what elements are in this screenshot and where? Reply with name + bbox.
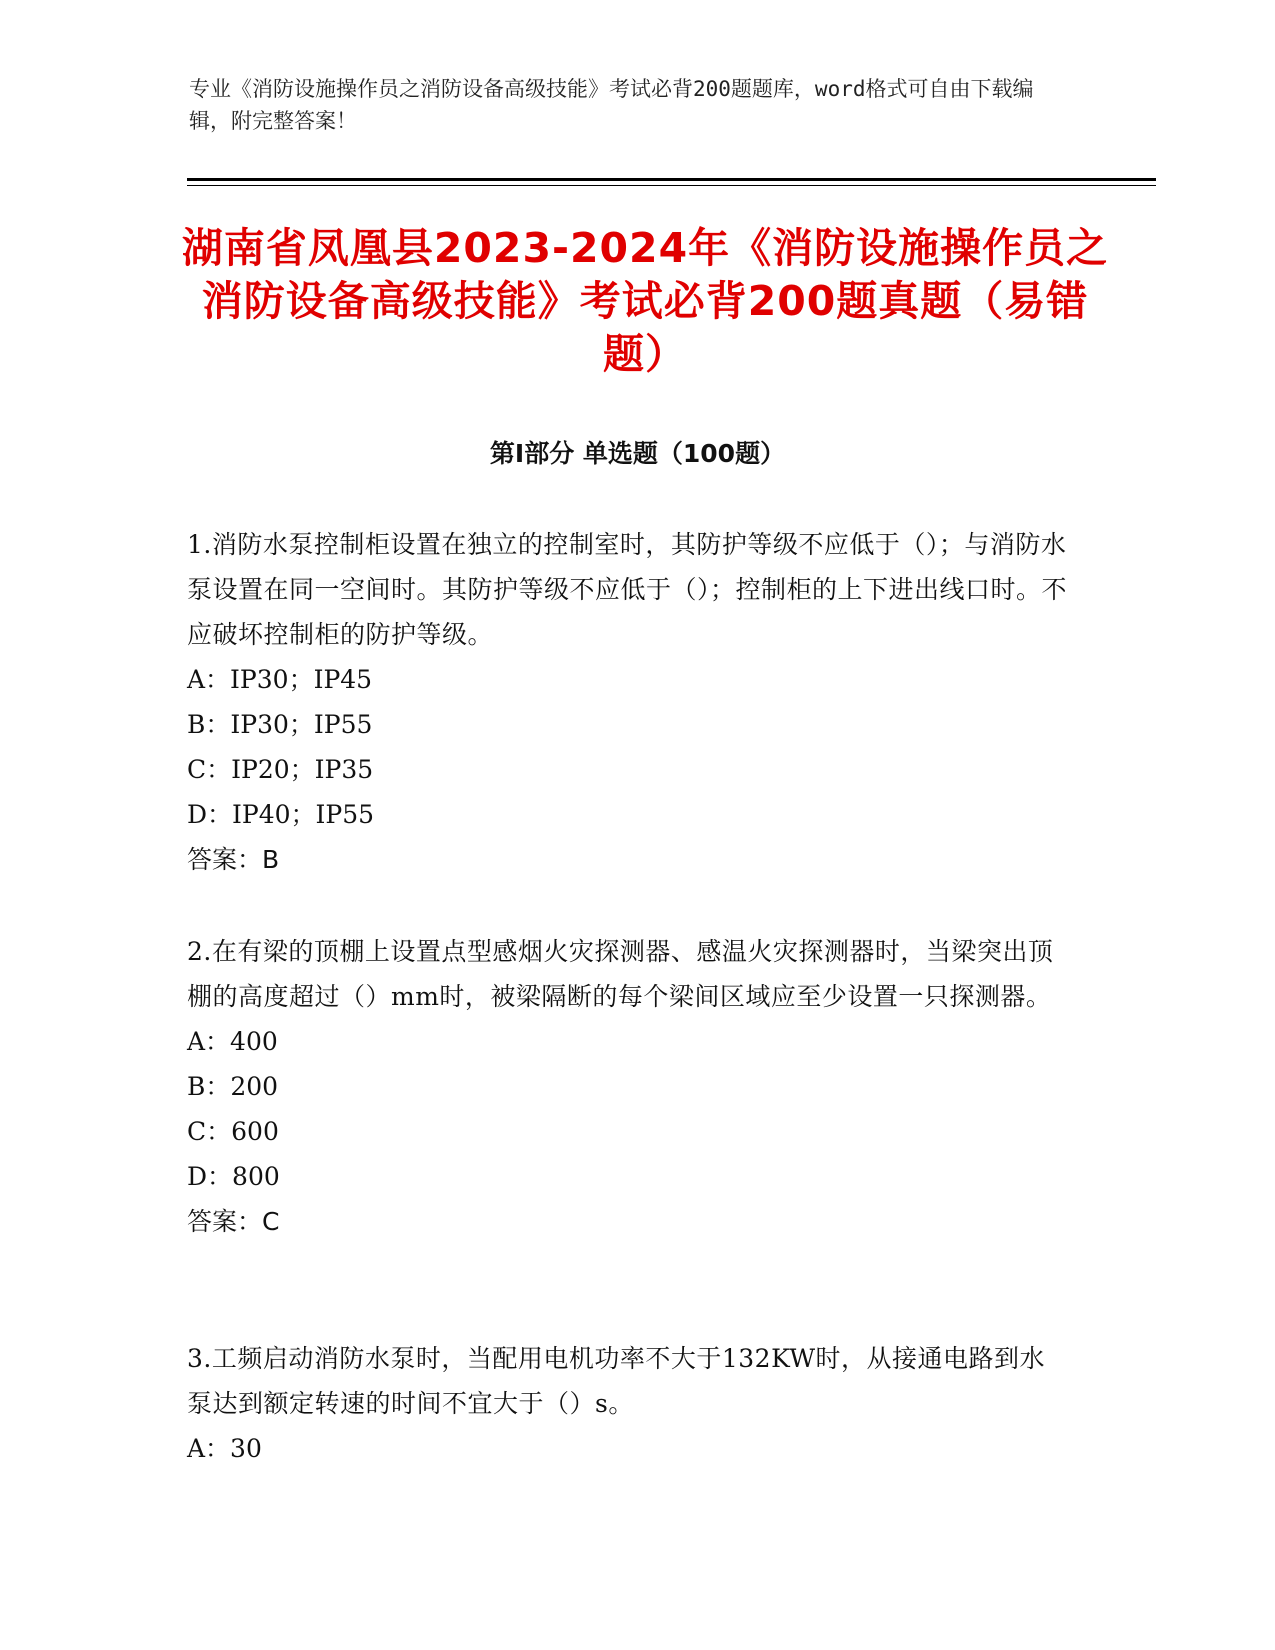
option-b: B：200 — [187, 1072, 279, 1101]
option-a: A：30 — [187, 1434, 262, 1463]
question-3 — [187, 1336, 1067, 1471]
header-divider-thin — [187, 185, 1156, 186]
header-note: 专业《消防设施操作员之消防设备高级技能》考试必背200题题库，word格式可自由下载编辑，附完整答案！ — [189, 77, 1034, 133]
question-stem: 3.工频启动消防水泵时，当配用电机功率不大于132KW时，从接通电路到水泵达到额定转速的时间不宜大于（）s。 — [187, 1344, 1046, 1418]
option-d: D：800 — [187, 1162, 280, 1191]
answer: 答案：C — [187, 1207, 280, 1236]
answer: 答案：B — [187, 845, 280, 874]
document-title: 湖南省凤凰县2023-2024年《消防设施操作员之消防设备高级技能》考试必背200题真题（易错题） — [181, 224, 1109, 378]
question-stem: 2.在有梁的顶棚上设置点型感烟火灾探测器、感温火灾探测器时，当梁突出顶棚的高度超过（）mm时，被梁隔断的每个梁间区域应至少设置一只探测器。 — [187, 937, 1054, 1011]
option-a: A：IP30；IP45 — [187, 665, 373, 694]
option-a: A：400 — [187, 1027, 278, 1056]
question-1 — [187, 522, 1067, 882]
header-divider-thick — [187, 178, 1156, 181]
question-stem: 1.消防水泵控制柜设置在独立的控制室时，其防护等级不应低于（）；与消防水泵设置在同一空间时。其防护等级不应低于（）；控制柜的上下进出线口时。不应破坏控制柜的防护等级。 — [187, 530, 1068, 649]
option-c: C：600 — [187, 1117, 279, 1146]
section-title: 第I部分 单选题（100题） — [489, 439, 786, 468]
option-b: B：IP30；IP55 — [187, 710, 373, 739]
option-d: D：IP40；IP55 — [187, 800, 375, 829]
option-c: C：IP20；IP35 — [187, 755, 374, 784]
question-2 — [187, 929, 1067, 1244]
